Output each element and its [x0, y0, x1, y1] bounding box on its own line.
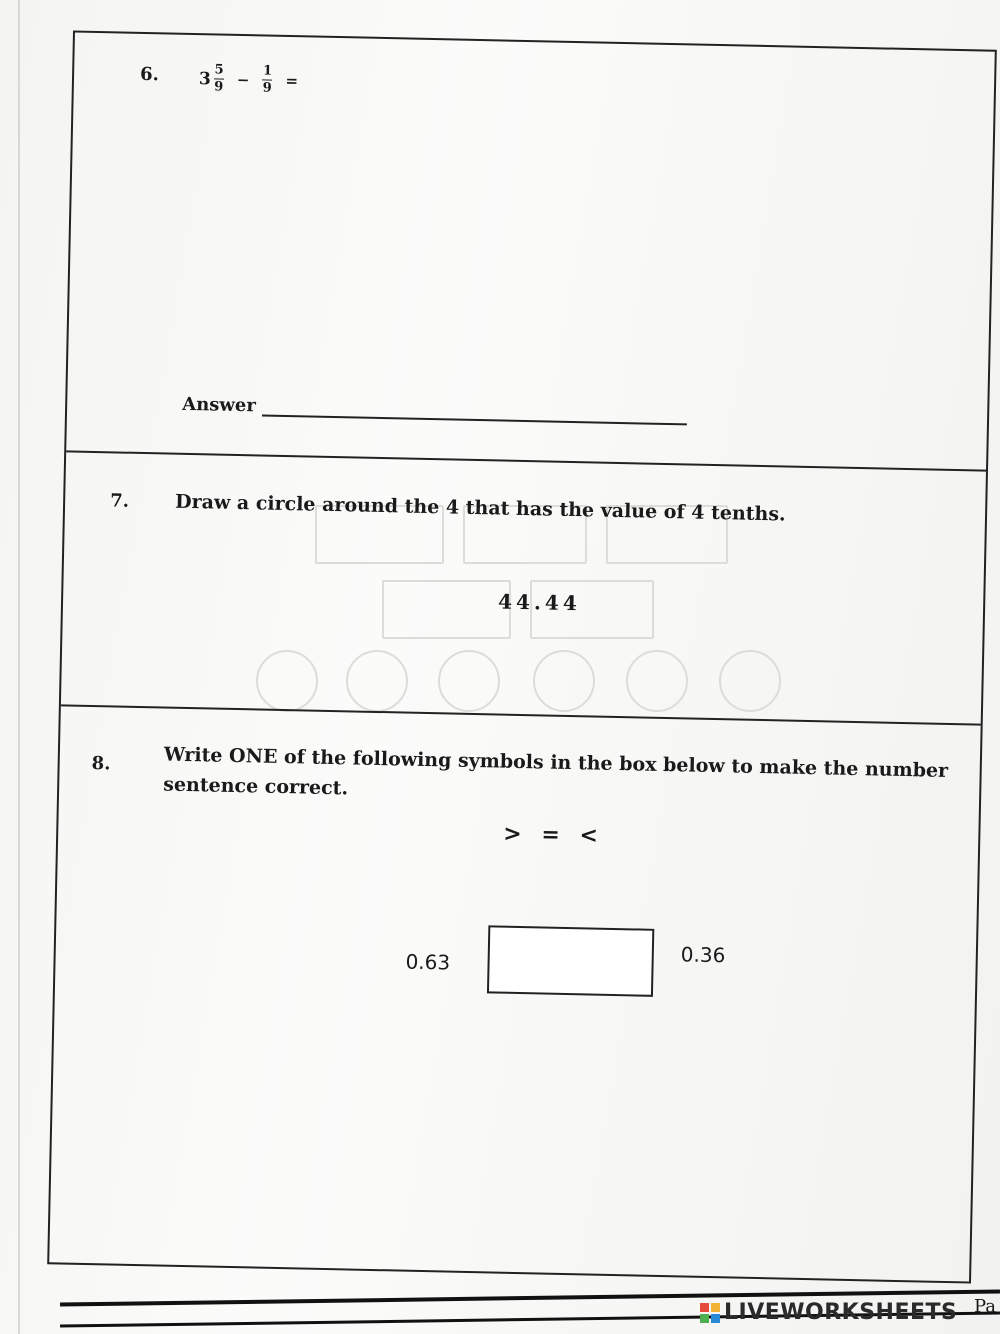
question-7-number: 7. — [109, 490, 130, 512]
denominator: 9 — [214, 79, 224, 95]
question-6-answer — [182, 393, 687, 426]
page-corner-label: Pa — [973, 1296, 996, 1317]
question-6-number: 6. — [139, 63, 160, 86]
right-value: 0.36 — [680, 942, 726, 968]
section-divider — [66, 450, 986, 471]
denominator: 9 — [262, 80, 272, 96]
question-6-expression — [199, 63, 309, 96]
binding-line — [18, 0, 20, 1334]
equals-sign: = — [285, 71, 299, 90]
left-value: 0.63 — [405, 949, 451, 975]
symbol-answer-box[interactable] — [487, 925, 654, 996]
liveworksheets-watermark — [700, 1300, 957, 1325]
whole-number: 3 — [198, 68, 212, 89]
fraction-5-9 — [214, 63, 225, 94]
watermark-text: LIVEWORKSHEETS — [724, 1300, 958, 1325]
question-8-number: 8. — [91, 753, 111, 775]
answer-line[interactable] — [262, 394, 687, 425]
question-frame — [47, 30, 997, 1283]
question-7-prompt: Draw a circle around the 4 that has the value of 4 tenths. — [174, 490, 786, 526]
minus-sign: − — [236, 70, 250, 89]
numerator: 1 — [262, 63, 273, 79]
question-8-prompt: Write ONE of the following symbols in the box below to make the number sentence correct. — [163, 743, 949, 800]
fraction-1-9 — [262, 64, 273, 95]
symbol-options: > = < — [503, 821, 599, 849]
liveworksheets-logo-icon — [700, 1303, 720, 1323]
number-44-44[interactable]: 44.44 — [497, 589, 582, 616]
section-divider — [61, 704, 981, 725]
answer-label: Answer — [181, 393, 257, 417]
numerator: 5 — [214, 62, 224, 78]
